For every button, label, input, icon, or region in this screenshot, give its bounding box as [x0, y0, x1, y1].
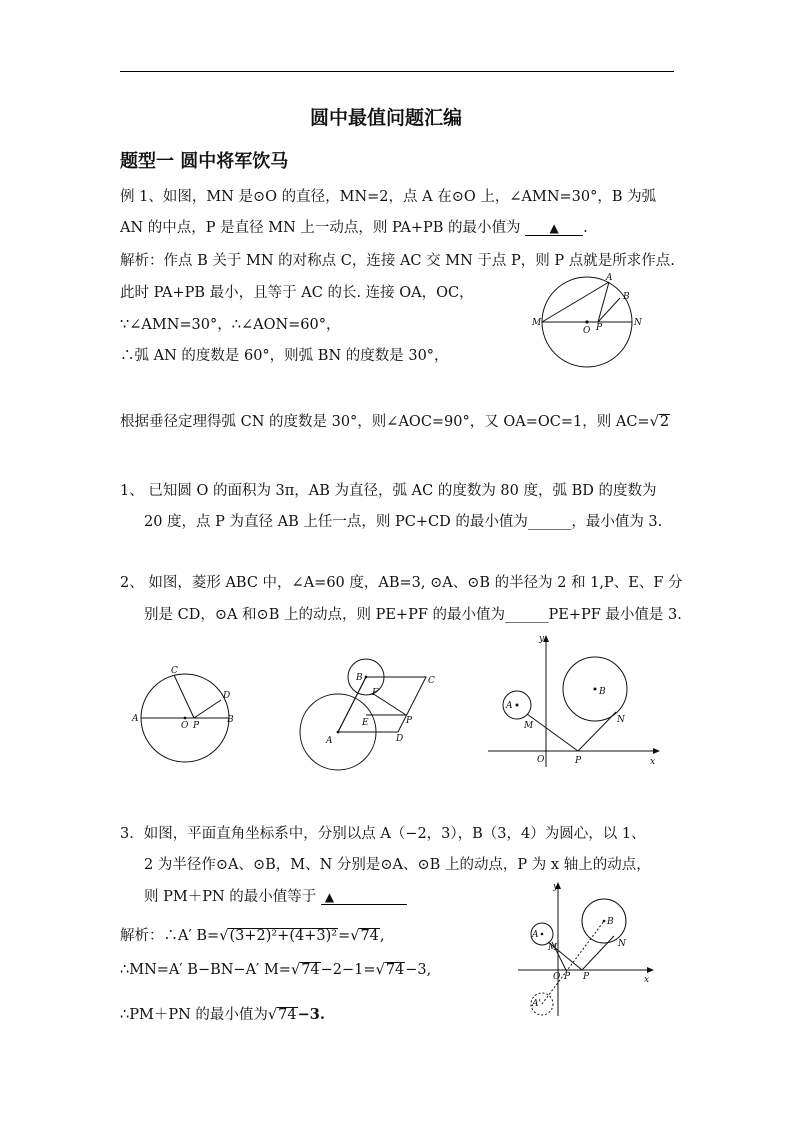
example-1-period: .: [583, 220, 588, 236]
fig2-label-p: P: [193, 721, 200, 731]
fig4-label-p: P: [575, 756, 582, 766]
section-heading: 题型一 圆中将军饮马: [120, 151, 289, 172]
page-title: 圆中最值问题汇编: [310, 107, 463, 129]
sqrt-74-b: 74: [301, 962, 320, 978]
fig4-label-n: N: [617, 715, 625, 725]
sol3-text-1: 解析：∴A′ B=: [120, 928, 220, 944]
fig3-label-c: C: [428, 676, 435, 686]
fig5-label-o: O: [553, 972, 561, 982]
example-1-text: AN 的中点，P 是直径 MN 上一动点，则 PA+PB 的最小值为: [120, 220, 521, 236]
fig2-label-c: C: [171, 666, 178, 676]
figure-circle-mn: [528, 270, 648, 380]
fig5-label-a: A: [532, 930, 539, 940]
sqrt-2: 2: [659, 414, 670, 430]
solution-1-line-3: ∵∠AMN=30°，∴∠AON=60°，: [120, 317, 341, 333]
question-3-line-2: 2 为半径作⊙A、⊙B，M、N 分别是⊙A、⊙B 上的动点，P 为 x 轴上的动点，: [144, 857, 651, 873]
figure-rhombus: [296, 655, 446, 775]
fig2-label-o: O: [181, 721, 189, 731]
fig4-label-y: y: [539, 634, 545, 644]
fig5-label-a-prime: A': [532, 999, 541, 1009]
fig4-label-m: M: [524, 721, 534, 731]
sqrt-expression: (3+2)²+(4+3)²: [229, 928, 338, 944]
fig3-label-p: P: [406, 716, 413, 726]
answer-blank-3: ▲: [321, 890, 407, 905]
fig2-label-a: A: [132, 714, 139, 724]
fig1-label-m: M: [532, 318, 542, 328]
sol3-text-2: ∴MN=A′ B−BN−A′ M=: [120, 962, 291, 978]
example-1-line-1: 例 1、如图，MN 是⊙O 的直径，MN=2，点 A 在⊙O 上，∠AMN=30°，B 为弧: [120, 189, 657, 205]
fig1-label-n: N: [634, 318, 642, 328]
fig5-label-p2: P: [583, 972, 590, 982]
question-3-text: 则 PM＋PN 的最小值等于: [144, 889, 317, 905]
solution-1-line-2: 此时 PA+PB 最小，且等于 AC 的长. 连接 OA，OC，: [120, 285, 474, 301]
fig4-label-o: O: [537, 755, 545, 765]
example-1-line-2: [120, 216, 588, 237]
answer-blank: ▲: [525, 221, 583, 236]
fig3-label-e: E: [362, 718, 369, 728]
sqrt-74-d: 74: [278, 1007, 297, 1023]
fig3-label-d: D: [396, 734, 404, 744]
top-rule: [120, 71, 674, 72]
fig5-label-p1: P: [564, 972, 571, 982]
fig5-label-m: M: [548, 943, 558, 953]
fig5-label-n: N: [618, 939, 626, 949]
fig3-label-f: F: [372, 688, 379, 698]
question-3-line-1: 3．如图，平面直角坐标系中，分别以点 A（−2，3），B（3，4）为圆心，以 1、: [120, 826, 646, 842]
solution-3-line-2: ∴MN=A′ B−BN−A′ M=√74−2−1=√74−3,: [120, 962, 432, 978]
fig2-label-b: B: [227, 715, 234, 725]
sol3-eq: =: [338, 928, 351, 944]
question-1-line-1: 1、 已知圆 O 的面积为 3π，AB 为直径，弧 AC 的度数为 80 度，弧 BD 的度数为: [120, 483, 657, 499]
fig4-label-b: B: [599, 687, 606, 697]
fig1-label-o: O: [583, 326, 591, 336]
fig3-label-a: A: [326, 736, 333, 746]
fig5-label-b: B: [607, 917, 614, 927]
figure-circle-ab: [128, 662, 248, 772]
sqrt-74-c: 74: [385, 962, 405, 978]
sol3-text-3: ∴PM＋PN 的最小值为: [120, 1007, 268, 1023]
figure-coordinate-plane: [484, 632, 664, 772]
fig3-label-b: B: [356, 673, 363, 683]
fig2-label-d: D: [223, 691, 231, 701]
fig5-label-x: x: [644, 975, 650, 985]
sol3-tail: −3,: [405, 962, 432, 978]
fig1-label-a: A: [606, 273, 613, 283]
fig4-label-x: x: [650, 757, 656, 767]
question-3-line-3: [144, 885, 407, 906]
sol3-minus: −2−1=: [320, 962, 376, 978]
solution-3-line-1: 解析：∴A′ B=√(3+2)²+(4+3)²=√74,: [120, 928, 385, 944]
fig1-label-p: P: [596, 323, 603, 333]
sol3-result: −3.: [297, 1006, 325, 1023]
question-1-line-2: 20 度，点 P 为直径 AB 上任一点，则 PC+CD 的最小值为______，最小值为 3.: [144, 514, 663, 530]
solution-3-line-3: ∴PM＋PN 的最小值为√74−3.: [120, 1006, 325, 1023]
figure-reflection: [512, 880, 657, 1020]
sqrt-74-a: 74: [360, 928, 379, 944]
question-2-line-2: 别是 CD，⊙A 和⊙B 上的动点，则 PE+PF 的最小值为______PE+PF 最小值是 3.: [144, 607, 682, 623]
question-2-line-1: 2、 如图，菱形 ABC 中，∠A=60 度，AB=3, ⊙A、⊙B 的半径为 2 和 1,P、E、F 分: [120, 575, 683, 591]
fig5-label-y: y: [553, 882, 559, 892]
sol3-comma: ,: [379, 928, 385, 944]
solution-1-text: 根据垂径定理得弧 CN 的度数是 30°，则∠AOC=90°，又 OA=OC=1，则 AC=: [120, 414, 650, 430]
solution-1-line-5: 根据垂径定理得弧 CN 的度数是 30°，则∠AOC=90°，又 OA=OC=1，则 AC=√2: [120, 414, 670, 430]
fig4-label-a: A: [506, 701, 513, 711]
solution-1-line-1: 解析：作点 B 关于 MN 的对称点 C，连接 AC 交 MN 于点 P，则 P 点就是所求作点.: [120, 253, 675, 269]
fig1-label-b: B: [623, 292, 630, 302]
solution-1-line-4: ∴弧 AN 的度数是 60°，则弧 BN 的度数是 30°，: [120, 348, 449, 364]
